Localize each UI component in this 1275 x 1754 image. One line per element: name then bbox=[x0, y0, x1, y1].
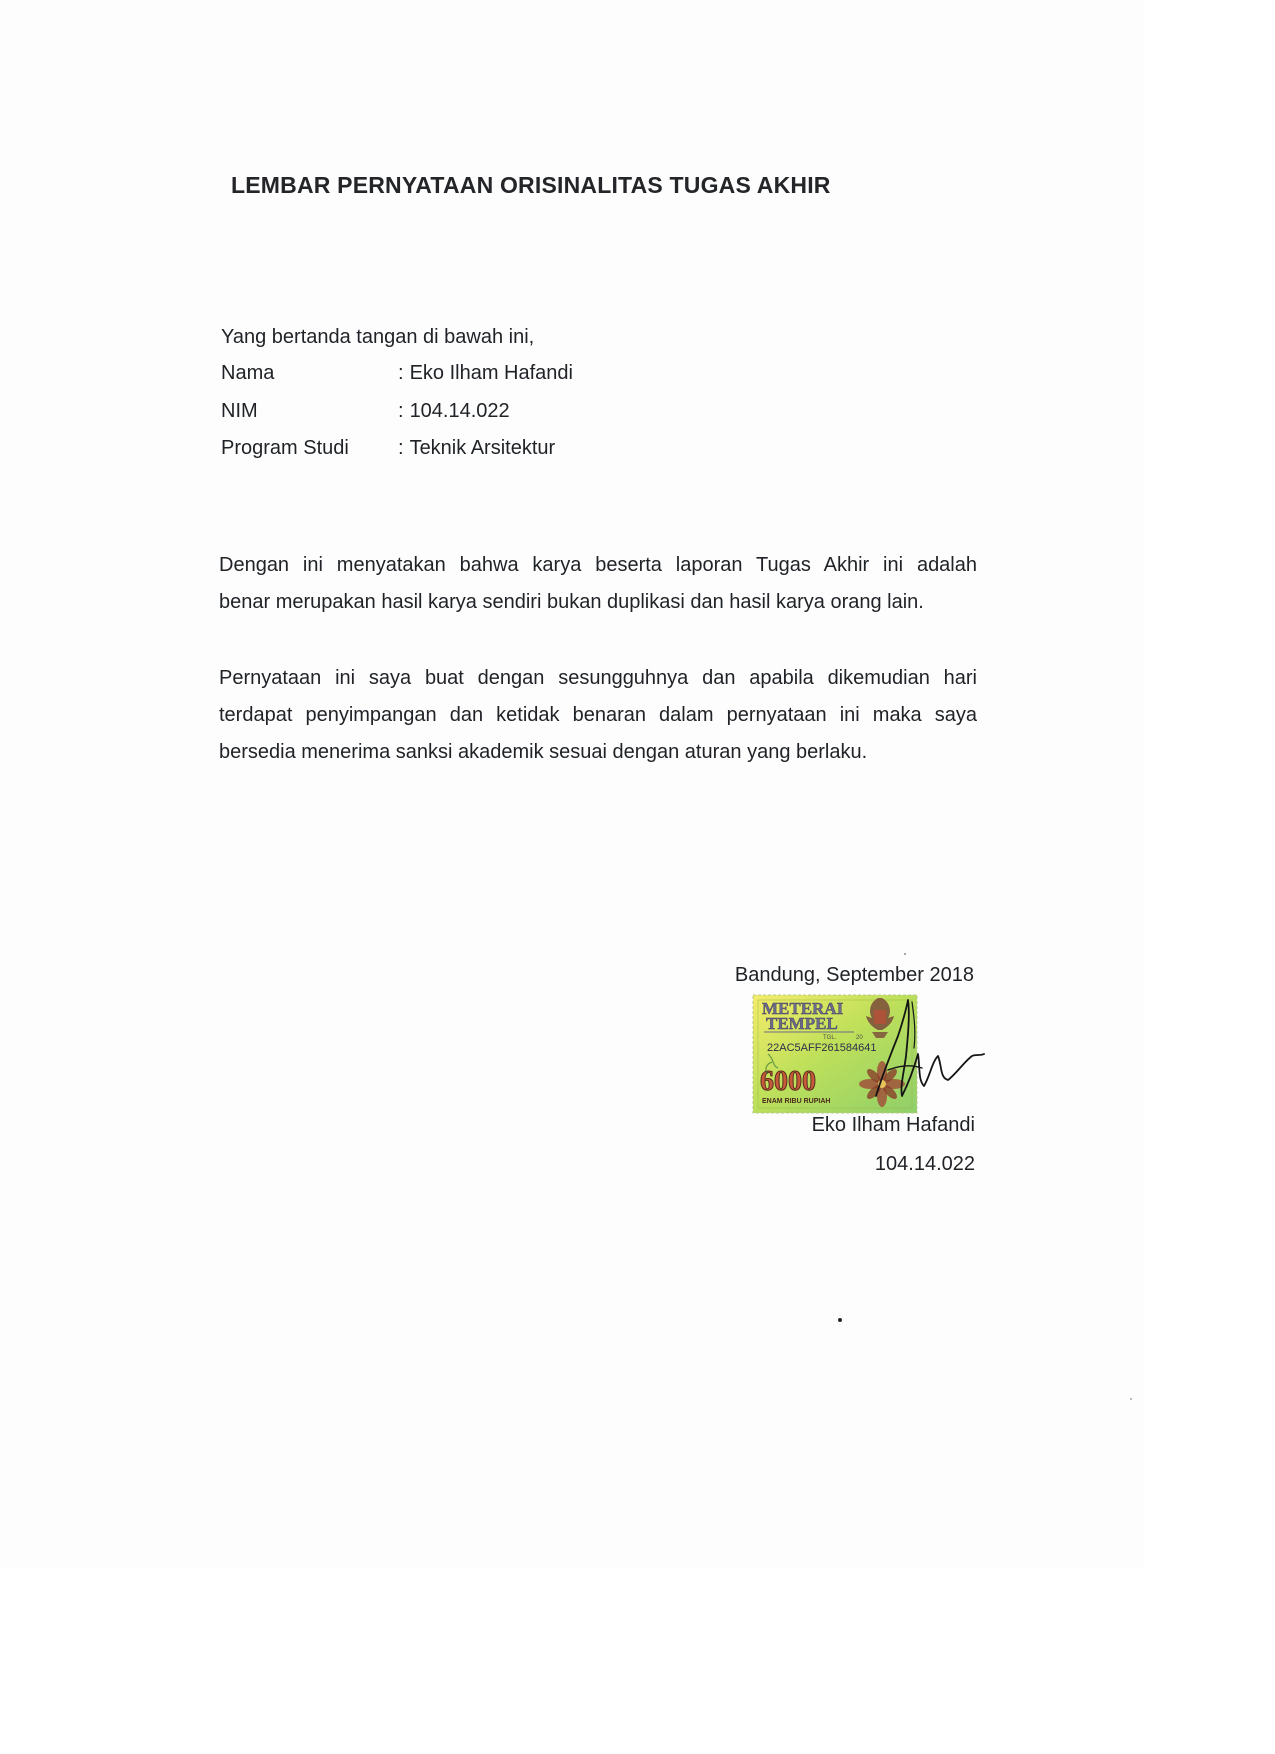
paragraph-line: bersedia menerima sanksi akademik sesuai dengan aturan yang berlaku. bbox=[219, 741, 868, 763]
statement-paragraph-1 bbox=[219, 547, 977, 621]
stamp-serial: 22AC5AFF261584641 bbox=[767, 1042, 877, 1054]
stamp-year: 20 bbox=[856, 1035, 863, 1041]
paragraph-line: terdapat penyimpangan dan ketidak benaran dalam pernyataan ini maka saya bbox=[219, 704, 977, 726]
identity-label: Nama bbox=[221, 362, 275, 384]
signer-nim: 104.14.022 bbox=[874, 1153, 975, 1175]
paragraph-line: benar merupakan hasil karya sendiri bukan duplikasi dan hasil karya orang lain. bbox=[219, 591, 924, 613]
stamp-amount: 6000 bbox=[760, 1066, 816, 1097]
stamp-line2: TEMPEL bbox=[766, 1014, 838, 1033]
signer-name: Eko Ilham Hafandi bbox=[811, 1114, 975, 1136]
separator: : bbox=[398, 437, 404, 459]
separator: : bbox=[398, 362, 404, 384]
paragraph-line: Dengan ini menyatakan bahwa karya beserta laporan Tugas Akhir ini adalah bbox=[219, 554, 977, 576]
place-date: Bandung, September 2018 bbox=[734, 964, 974, 986]
scan-speck bbox=[838, 1318, 842, 1322]
statement-paragraph-2 bbox=[219, 660, 977, 771]
identity-label: Program Studi bbox=[221, 437, 349, 459]
identity-value-text: 104.14.022 bbox=[409, 400, 510, 422]
identity-value bbox=[398, 400, 510, 423]
signature-icon bbox=[868, 996, 988, 1106]
stamp-amount-words: ENAM RIBU RUPIAH bbox=[762, 1098, 831, 1105]
identity-label: NIM bbox=[221, 400, 258, 422]
scan-speck bbox=[904, 953, 906, 955]
document-title: LEMBAR PERNYATAAN ORISINALITAS TUGAS AKHIR bbox=[231, 172, 831, 198]
identity-value bbox=[398, 437, 555, 460]
separator: : bbox=[398, 400, 404, 422]
signature-stroke bbox=[876, 1000, 984, 1096]
stamp-tgl: TGL. bbox=[823, 1035, 837, 1041]
intro-text: Yang bertanda tangan di bawah ini, bbox=[221, 326, 535, 348]
scan-speck bbox=[1130, 1398, 1132, 1400]
identity-value-text: Teknik Arsitektur bbox=[409, 437, 556, 459]
signature-stroke bbox=[912, 1002, 915, 1048]
paragraph-line: Pernyataan ini saya buat dengan sesungguhnya dan apabila dikemudian hari bbox=[219, 667, 977, 689]
stamp-line1: METERAI bbox=[762, 999, 844, 1018]
identity-value-text: Eko Ilham Hafandi bbox=[409, 362, 573, 384]
identity-value bbox=[398, 362, 573, 385]
